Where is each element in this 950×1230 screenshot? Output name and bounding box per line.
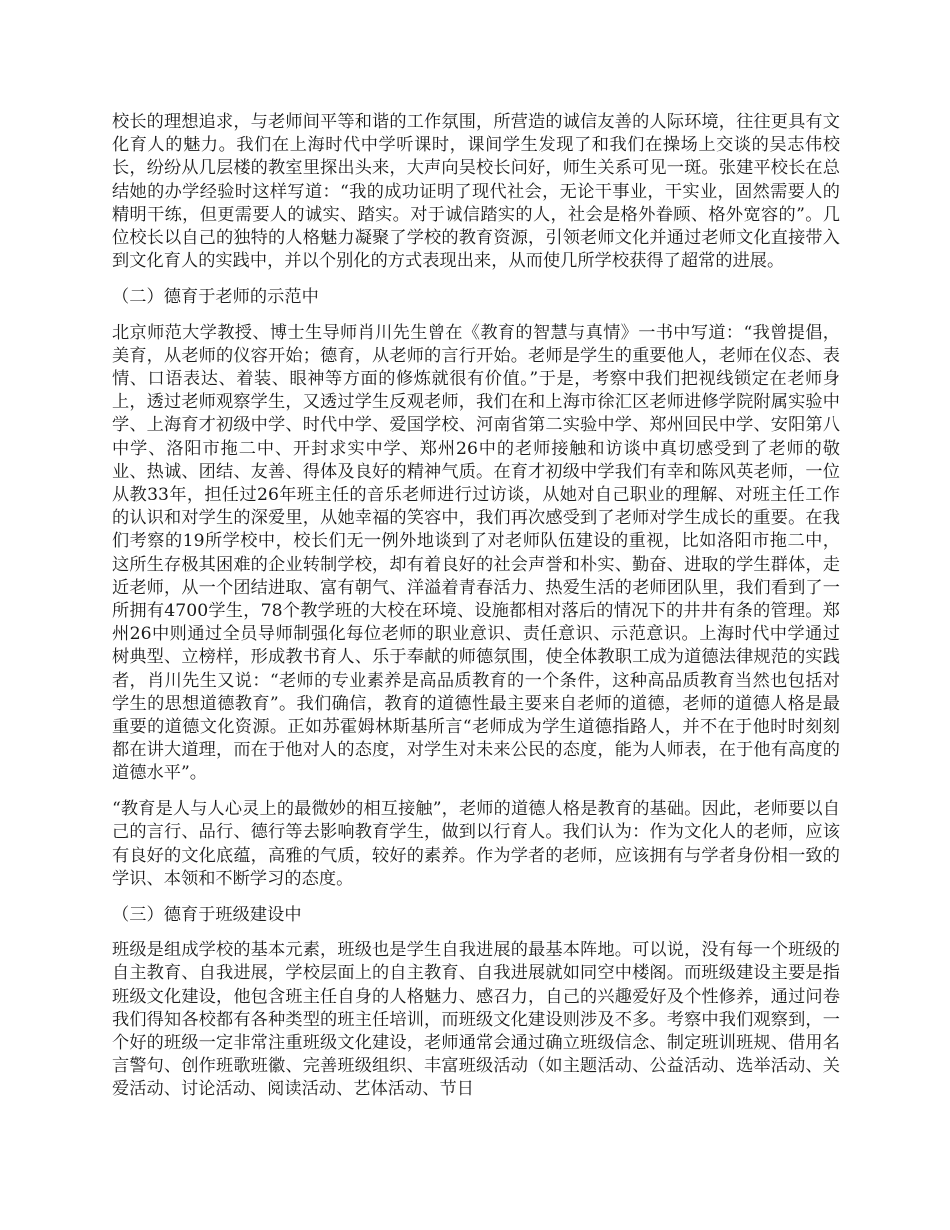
paragraph-principal-ideals: 校长的理想追求，与老师间平等和谐的工作氛围，所营造的诚信友善的人际环境，往往更具有文化育人的魅力。我们在上海时代中学听课时，课间学生发现了和我们在操场上交谈的吴志伟校长，纷纷从几层楼的教室里探出头来，大声向吴校长问好，师生关系可见一斑。张建平校长在总结她的办学经验时这样写道：“我的成功证明了现代社会，无论干事业，干实业，固然需要人的精明干练，但更需要人的诚实、踏实。对于诚信踏实的人，社会是格外眷顾、格外宽容的”。几位校长以自己的独特的人格魅力凝聚了学校的教育资源，引领老师文化并通过老师文化直接带入到文化育人的实践中，并以个别化的方式表现出来，从而使几所学校获得了超常的进展。 (112, 112, 840, 272)
document-page (112, 111, 840, 1114)
paragraph-moral-personality: “教育是人与人心灵上的最微妙的相互接触”，老师的道德人格是教育的基础。因此，老师要以自己的言行、品行、德行等去影响教育学生，做到以行育人。我们认为：作为文化人的老师，应该有良好的文化底蕴，高雅的气质，较好的素养。作为学者的老师，应该拥有与学者身份相一致的学识、本领和不断学习的态度。 (112, 799, 840, 889)
paragraph-teacher-example: 北京师范大学教授、博士生导师肖川先生曾在《教育的智慧与真情》一书中写道：“我曾提倡，美育，从老师的仪容开始；德育，从老师的言行开始。老师是学生的重要他人，老师在仪态、表情、口语表达、着装、眼神等方面的修炼就很有价值。”于是，考察中我们把视线锁定在老师身上，透过老师观察学生，又透过学生反观老师，我们在和上海市徐汇区老师进修学院附属实验中学、上海育才初级中学、时代中学、爱国学校、河南省第二实验中学、郑州回民中学、安阳第八中学、洛阳市拖二中、开封求实中学、郑州26中的老师接触和访谈中真切感受到了老师的敬业、热诚、团结、友善、得体及良好的精神气质。在育才初级中学我们有幸和陈风英老师，一位从教33年，担任过26年班主任的音乐老师进行过访谈，从她对自己职业的理解、对班主任工作的认识和对学生的深爱里，从她幸福的笑容中，我们再次感受到了老师对学生成长的重要。在我们考察的19所学校中，校长们无一例外地谈到了对老师队伍建设的重视，比如洛阳市拖二中，这所生存极其困难的企业转制学校，却有着良好的社会声誉和朴实、勤奋、进取的学生群体，走近老师，从一个团结进取、富有朝气、洋溢着青春活力、热爱生活的老师团队里，我们看到了一所拥有4700学生，78个教学班的大校在环境、设施都相对落后的情况下的井井有条的管理。郑州26中则通过全员导师制强化每位老师的职业意识、责任意识、示范意识。上海时代中学通过树典型、立榜样，形成教书育人、乐于奉献的师德氛围，使全体教职工成为道德法律规范的实践者，肖川先生又说：“老师的专业素养是高品质教育的一个条件，这种高品质教育当然也包括对学生的思想道德教育”。我们确信，教育的道德性最主要来自老师的道德，老师的道德人格是最重要的道德文化资源。正如苏霍姆林斯基所言“老师成为学生道德指路人，并不在于他时时刻刻都在讲大道理，而在于他对人的态度，对学生对未来公民的态度，能为人师表，在于他有高度的道德水平”。 (112, 322, 840, 784)
paragraph-class-building: 班级是组成学校的基本元素，班级也是学生自我进展的最基本阵地。可以说，没有每一个班级的自主教育、自我进展，学校层面上的自主教育、自我进展就如同空中楼阁。而班级建设主要是指班级文化建设，他包含班主任自身的人格魅力、感召力，自己的兴趣爱好及个性修养，通过问卷我们得知各校都有各种类型的班主任培训，而班级文化建设则涉及不多。考察中我们观察到，一个好的班级一定非常注重班级文化建设，老师通常会通过确立班级信念、制定班训班规、借用名言警句、创作班歌班徽、完善班级组织、丰富班级活动（如主题活动、公益活动、选举活动、关爱活动、讨论活动、阅读活动、艺体活动、节日 (112, 940, 840, 1100)
section-heading-teacher-example: （二）德育于老师的示范中 (112, 286, 319, 307)
section-heading-class-building: （三）德育于班级建设中 (112, 904, 302, 925)
